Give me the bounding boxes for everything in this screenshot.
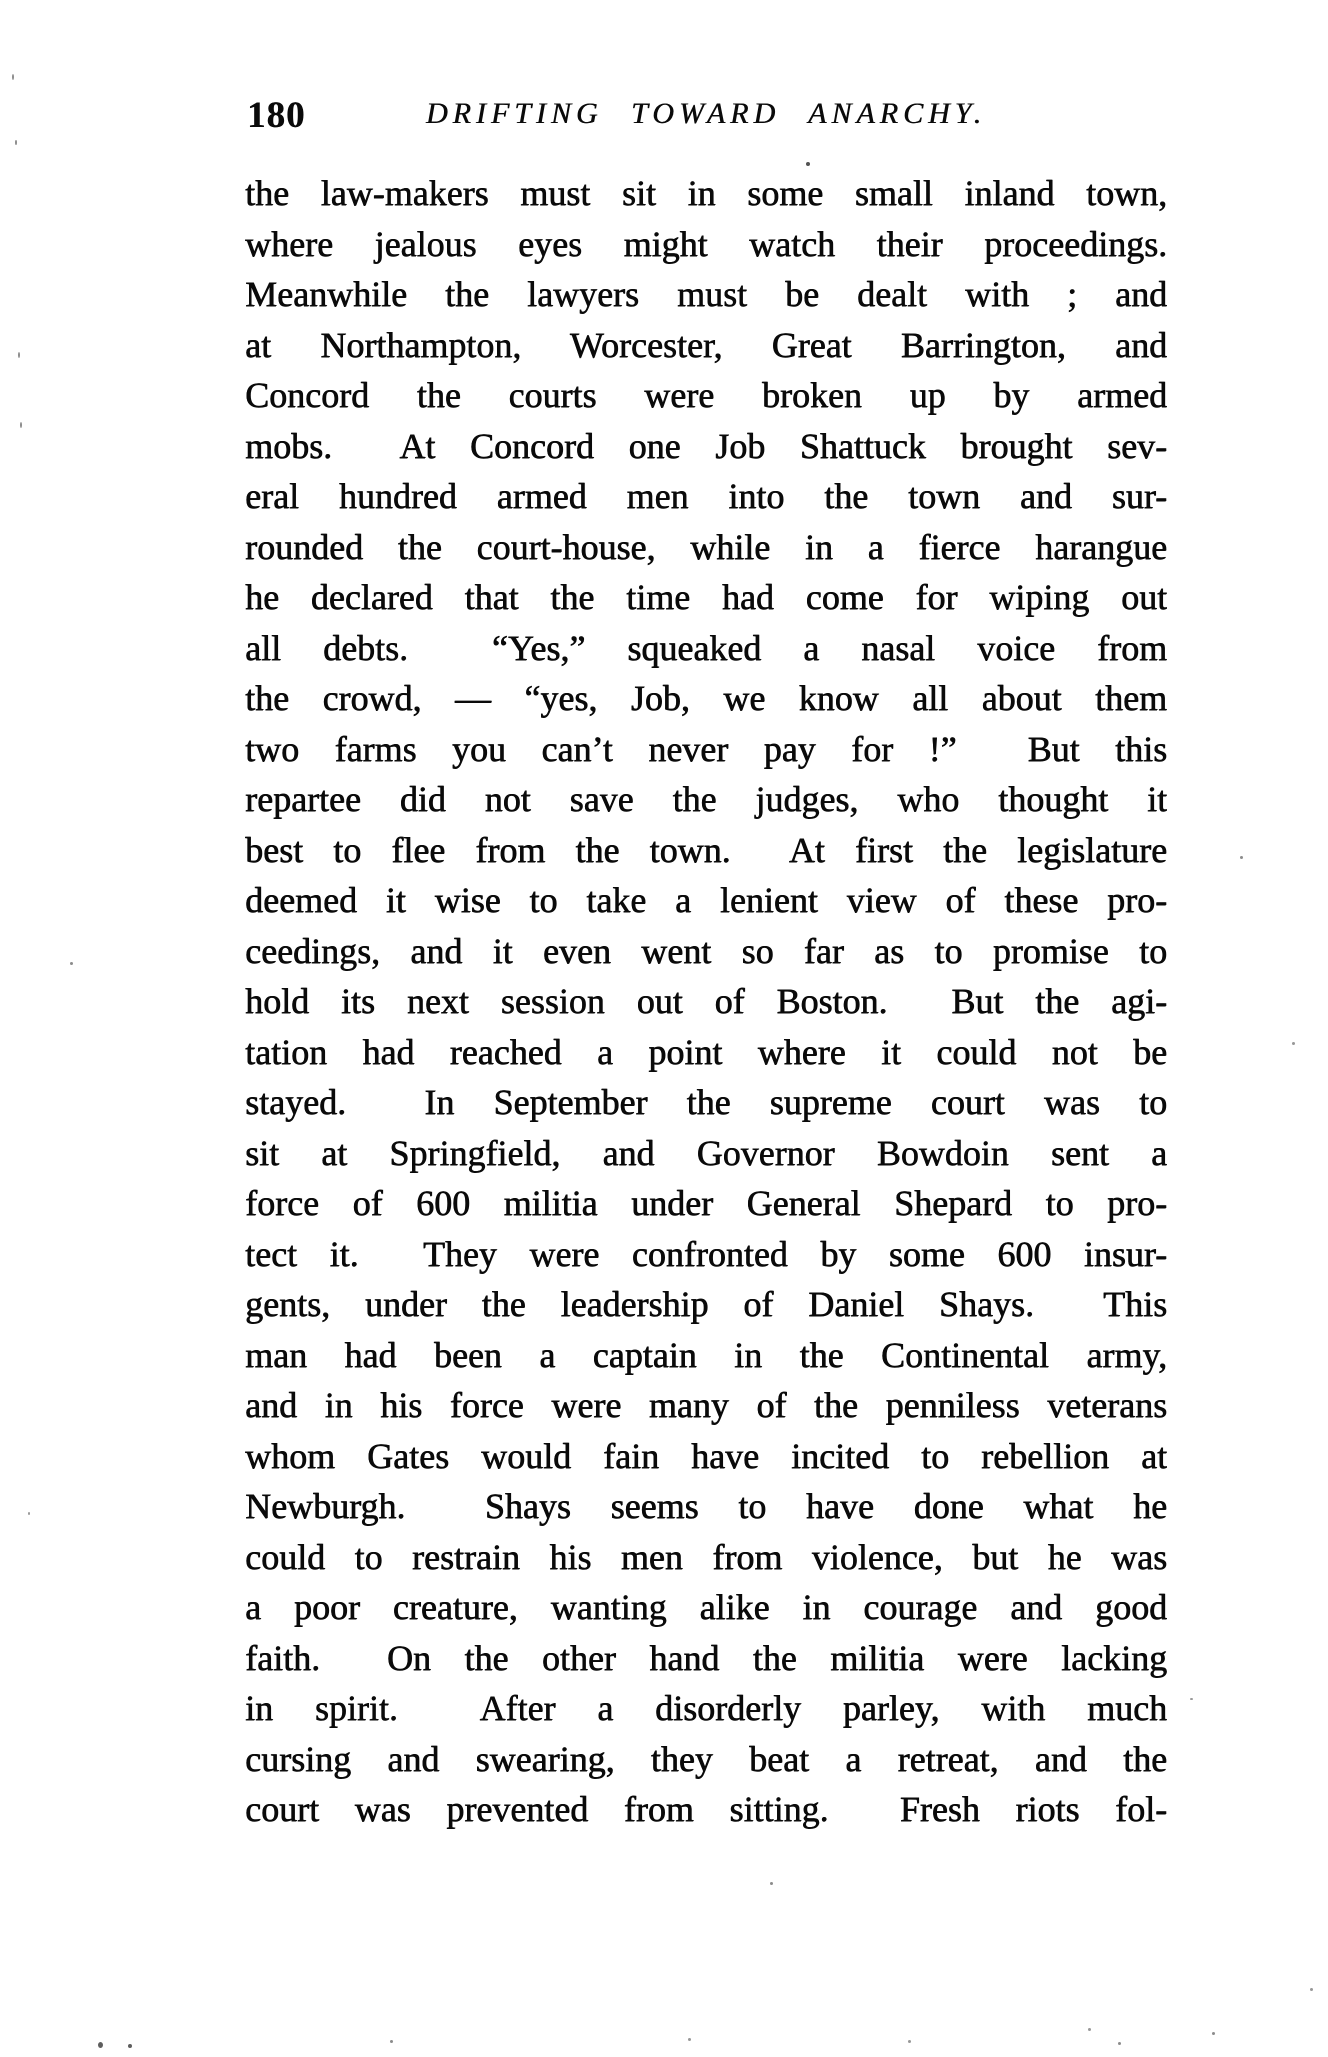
scan-speck (1190, 1698, 1193, 1700)
scan-speck (1118, 2042, 1121, 2045)
text-line: where jealous eyes might watch their proceedings. (245, 223, 1167, 264)
text-line: sit at Springfield, and Governor Bowdoin sent a (245, 1132, 1167, 1173)
text-line: two farms you can’t never pay for !” But this (245, 728, 1167, 769)
scan-speck (688, 2038, 691, 2041)
text-line: court was prevented from sitting. Fresh riots fol- (245, 1789, 1167, 1829)
scan-speck (1212, 2032, 1215, 2035)
scan-speck (12, 74, 14, 80)
text-line: eral hundred armed men into the town and sur- (245, 476, 1167, 516)
scan-speck (806, 162, 810, 166)
text-line: repartee did not save the judges, who thought it (245, 779, 1167, 819)
scan-speck (908, 2040, 911, 2043)
text-line: the crowd, — “yes, Job, we know all about them (245, 678, 1167, 718)
scan-speck (20, 422, 22, 428)
scan-speck (1310, 1988, 1313, 1991)
text-line: the law-makers must sit in some small inland town, (245, 173, 1167, 213)
scan-speck (28, 1512, 30, 1515)
text-line: rounded the court-house, while in a fierce harangue (245, 526, 1167, 567)
text-line: man had been a captain in the Continental army, (245, 1334, 1167, 1375)
text-line: faith. On the other hand the militia were lacking (245, 1637, 1167, 1678)
scan-speck (70, 962, 73, 965)
text-line: Concord the courts were broken up by armed (245, 375, 1167, 415)
text-line: tect it. They were confronted by some 600 insur- (245, 1233, 1167, 1274)
text-line: whom Gates would fain have incited to rebellion at (245, 1435, 1167, 1476)
text-line: force of 600 militia under General Shepard to pro- (245, 1183, 1167, 1223)
text-line: ceedings, and it even went so far as to promise to (245, 930, 1167, 971)
scan-speck (390, 2040, 393, 2043)
text-line: tation had reached a point where it could not be (245, 1031, 1167, 1072)
body-text-block (245, 168, 1167, 1835)
text-line: deemed it wise to take a lenient view of these pro- (245, 880, 1167, 920)
text-line: mobs. At Concord one Job Shattuck brought sev- (245, 425, 1167, 466)
scan-speck (98, 2042, 103, 2048)
text-line: in spirit. After a disorderly parley, with much (245, 1688, 1167, 1728)
text-line: Newburgh. Shays seems to have done what he (245, 1486, 1167, 1526)
scan-speck (15, 140, 17, 145)
scan-speck (1088, 2028, 1091, 2031)
text-line: a poor creature, wanting alike in courage and good (245, 1587, 1167, 1627)
text-line: and in his force were many of the penniless veterans (245, 1385, 1167, 1425)
text-line: cursing and swearing, they beat a retreat, and the (245, 1738, 1167, 1779)
page-number: 180 (247, 95, 306, 136)
text-line: best to flee from the town. At first the legislature (245, 829, 1167, 870)
text-line: hold its next session out of Boston. But the agi- (245, 981, 1167, 1021)
text-line: Meanwhile the lawyers must be dealt with ; and (245, 274, 1167, 314)
text-line: gents, under the leadership of Daniel Shays. This (245, 1284, 1167, 1324)
scan-speck (1292, 1042, 1295, 1045)
running-title: DRIFTING TOWARD ANARCHY. (425, 97, 987, 130)
text-line: he declared that the time had come for wiping out (245, 577, 1167, 617)
text-line: could to restrain his men from violence, but he was (245, 1536, 1167, 1577)
text-line: at Northampton, Worcester, Great Barrington, and (245, 324, 1167, 365)
text-line: all debts. “Yes,” squeaked a nasal voice from (245, 627, 1167, 668)
text-line: stayed. In September the supreme court was to (245, 1082, 1167, 1122)
page-header (245, 94, 1167, 138)
scan-speck (128, 2044, 132, 2048)
scan-speck (18, 352, 20, 358)
scan-speck (1240, 856, 1243, 859)
scan-speck (770, 1882, 773, 1885)
